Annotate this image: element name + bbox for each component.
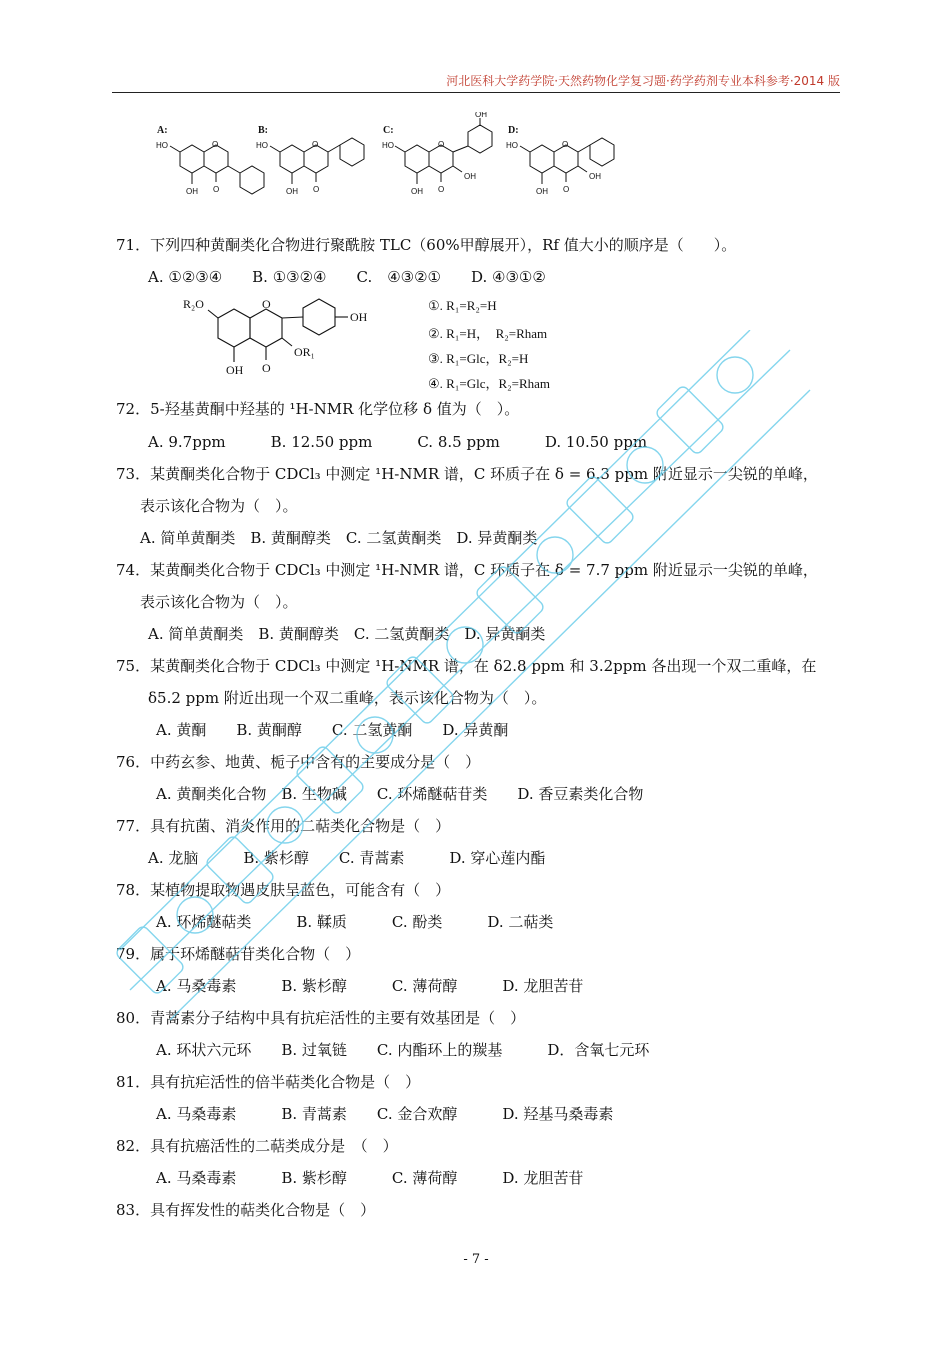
svg-text:O: O xyxy=(563,185,570,194)
svg-text:O: O xyxy=(562,140,569,149)
or1-label: OR₁ xyxy=(294,345,315,359)
svg-text:O: O xyxy=(438,185,445,194)
question-76-options: A. 黄酮类化合物 B. 生物碱 C. 环烯醚萜苷类 D. 香豆素类化合物 xyxy=(156,785,644,803)
question-71-options: A. ①②③④ B. ①③②④ C. ④③②① D. ④③①② xyxy=(148,268,546,286)
question-79-stem: 79．属于环烯醚萜苷类化合物（ ） xyxy=(116,945,361,963)
svg-text:OH: OH xyxy=(475,112,487,119)
svg-text:O: O xyxy=(313,185,320,194)
question-81-stem: 81．具有抗疟活性的倍半萜类化合物是（ ） xyxy=(116,1073,421,1091)
svg-text:O: O xyxy=(213,185,220,194)
question-80-stem: 80．青蒿素分子结构中具有抗疟活性的主要有效基团是（ ） xyxy=(116,1009,526,1027)
flavonoid-structures-svg xyxy=(150,112,650,212)
question-73-stem: 73．某黄酮类化合物于 CDCl₃ 中测定 ¹H-NMR 谱，C 环质子在 δ = 6.3 ppm 附近显示一尖锐的单峰， xyxy=(116,465,818,483)
question-80-options: A. 环状六元环 B. 过氧链 C. 内酯环上的羰基 D．含氧七元环 xyxy=(156,1041,650,1059)
substituent-4: ④. R₁=Glc，R₂=Rham xyxy=(428,376,551,391)
svg-text:OH: OH xyxy=(186,187,198,196)
structures-a-d xyxy=(150,112,650,212)
question-74-cont: 表示该化合物为（ ）。 xyxy=(140,593,298,611)
question-82-stem: 82．具有抗癌活性的二萜类成分是 （ ） xyxy=(116,1137,398,1155)
question-82-options: A. 马桑毒素 B. 紫杉醇 C. 薄荷醇 D. 龙胆苦苷 xyxy=(156,1169,584,1187)
question-71-stem: 71．下列四种黄酮类化合物进行聚酰胺 TLC（60%甲醇展开），Rf 值大小的顺序是（ ）。 xyxy=(116,236,737,254)
svg-text:OH: OH xyxy=(226,363,244,377)
question-72-options: A. 9.7ppm B. 12.50 ppm C. 8.5 ppm D. 10.50 ppm xyxy=(148,433,648,451)
svg-text:O: O xyxy=(212,140,219,149)
question-79-options: A. 马桑毒素 B. 紫杉醇 C. 薄荷醇 D. 龙胆苦苷 xyxy=(156,977,584,995)
question-73-cont: 表示该化合物为（ ）。 xyxy=(140,497,298,515)
question-74-options: A. 简单黄酮类 B. 黄酮醇类 C. 二氢黄酮类 D. 异黄酮类 xyxy=(148,625,546,643)
svg-text:O: O xyxy=(438,140,445,149)
svg-text:O: O xyxy=(312,140,319,149)
header-rule xyxy=(112,92,840,93)
svg-text:O: O xyxy=(262,297,271,311)
r2o-label: R₂O xyxy=(183,297,204,311)
oh-label: OH xyxy=(350,310,368,324)
svg-text:OH: OH xyxy=(411,187,423,196)
question-81-options: A. 马桑毒素 B. 青蒿素 C. 金合欢醇 D. 羟基马桑毒素 xyxy=(156,1105,614,1123)
question-78-stem: 78．某植物提取物遇皮肤呈蓝色，可能含有（ ） xyxy=(116,881,451,899)
question-76-stem: 76．中药玄参、地黄、栀子中含有的主要成分是（ ） xyxy=(116,753,481,771)
svg-text:OH: OH xyxy=(589,172,601,181)
svg-text:OH: OH xyxy=(464,172,476,181)
svg-text:O: O xyxy=(262,361,271,375)
structure-label-b: B: xyxy=(258,125,268,136)
question-77-stem: 77．具有抗菌、消炎作用的二萜类化合物是（ ） xyxy=(116,817,451,835)
question-73-options: A. 简单黄酮类 B. 黄酮醇类 C. 二氢黄酮类 D. 异黄酮类 xyxy=(140,529,538,547)
svg-text:HO: HO xyxy=(256,141,268,150)
substituent-2: ②. R₁=H， R₂=Rham xyxy=(428,326,548,341)
question-72-stem: 72．5-羟基黄酮中羟基的 ¹H-NMR 化学位移 δ 值为（ ）。 xyxy=(116,400,520,418)
question-83-stem: 83．具有挥发性的萜类化合物是（ ） xyxy=(116,1201,376,1219)
question-74-stem: 74．某黄酮类化合物于 CDCl₃ 中测定 ¹H-NMR 谱，C 环质子在 δ = 7.7 ppm 附近显示一尖锐的单峰， xyxy=(116,561,818,579)
question-78-options: A. 环烯醚萜类 B. 鞣质 C. 酚类 D. 二萜类 xyxy=(156,913,554,931)
header-title: 河北医科大学药学院·天然药物化学复习题·药学药剂专业本科参考·2014 版 xyxy=(446,74,840,88)
flavonol-glycoside-svg xyxy=(178,292,418,392)
substituent-1: ①. R₁=R₂=H xyxy=(428,298,497,313)
svg-text:HO: HO xyxy=(156,141,168,150)
page-number: - 7 - xyxy=(463,1252,489,1267)
svg-text:HO: HO xyxy=(382,141,394,150)
svg-text:OH: OH xyxy=(536,187,548,196)
svg-text:OH: OH xyxy=(286,187,298,196)
question-71-structure xyxy=(178,292,618,392)
structure-label-a: A: xyxy=(157,125,168,136)
question-75-cont: δ5.2 ppm 附近出现一个双二重峰，表示该化合物为（ ）。 xyxy=(148,689,547,707)
question-75-stem: 75．某黄酮类化合物于 CDCl₃ 中测定 ¹H-NMR 谱，在 δ2.8 ppm 和 3.2ppm 各出现一个双二重峰，在 xyxy=(116,657,817,675)
structure-label-d: D: xyxy=(508,125,519,136)
question-77-options: A. 龙脑 B. 紫杉醇 C. 青蒿素 D. 穿心莲内酯 xyxy=(148,849,546,867)
svg-text:HO: HO xyxy=(506,141,518,150)
structure-label-c: C: xyxy=(383,125,394,136)
substituent-3: ③. R₁=Glc，R₂=H xyxy=(428,351,529,366)
question-75-options: A. 黄酮 B. 黄酮醇 C. 二氢黄酮 D. 异黄酮 xyxy=(156,721,509,739)
